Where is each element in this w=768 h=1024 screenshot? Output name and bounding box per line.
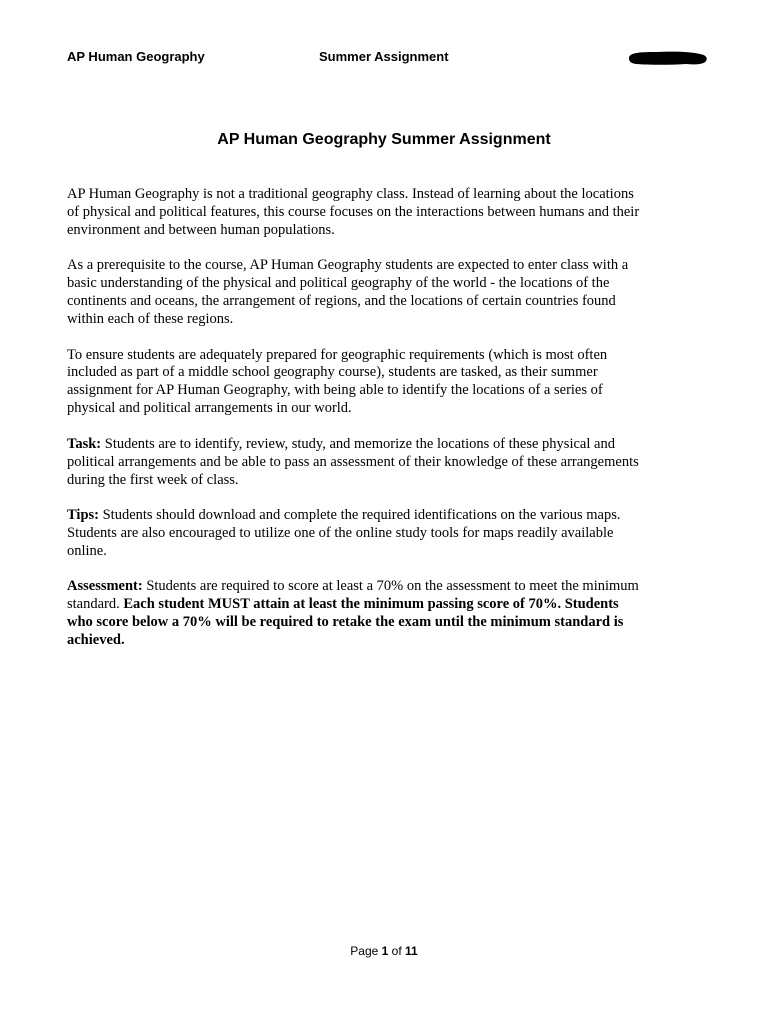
tips-text: Students should download and complete the required identifications on the various maps. Students are also encouraged to utilize one of the online study tools for maps readily available online.: [67, 507, 621, 559]
prerequisite-paragraph: As a prerequisite to the course, AP Human Geography students are expected to enter class with a basic understanding of the physical and political geography of the world - the locations of the continents and oceans, the arrangement of regions, and the locations of certain countries found within each of these regions.: [67, 257, 629, 328]
document-title: AP Human Geography Summer Assignment: [217, 131, 551, 148]
assessment-paragraph: [67, 578, 642, 650]
ensure-paragraph: To ensure students are adequately prepared for geographic requirements (which is most often included as part of a middle school geography course), students are tasked, as their summer assignment for AP Human Geography, with being able to identify the locations of a series of physical and political arrangements in our world.: [67, 346, 608, 417]
of-word: of: [388, 944, 406, 958]
tips-paragraph: [67, 507, 642, 561]
assessment-text: Students are required to score at least a 70% on the assessment to meet the minimum standard.: [67, 578, 639, 613]
page-total: 11: [405, 944, 418, 958]
header-course-name: AP Human Geography: [67, 49, 205, 64]
page-word: Page: [350, 944, 382, 958]
document-body: [67, 186, 642, 668]
task-label: Task:: [67, 435, 102, 452]
assessment-emphasis: Each student MUST attain at least the minimum passing score of 70%. Students who score below a 70% will be required to retake the exam until the minimum standard is achieved.: [67, 596, 624, 649]
task-paragraph: [67, 436, 642, 490]
page-number: 1: [381, 944, 389, 958]
header-assignment-label: Summer Assignment: [319, 49, 449, 64]
task-text: Students are to identify, review, study, and memorize the locations of these physical and political arrangements and be able to pass an assessment of their knowledge of these arrangements during the first week of class.: [67, 435, 639, 488]
redaction-mark: [626, 50, 708, 66]
tips-label: Tips:: [67, 507, 99, 524]
page-footer: [0, 943, 768, 959]
assessment-label: Assessment:: [67, 578, 143, 595]
intro-paragraph: AP Human Geography is not a traditional geography class. Instead of learning about the locations of physical and political features, this course focuses on the interactions between humans and their environment and between human populations.: [67, 186, 640, 238]
